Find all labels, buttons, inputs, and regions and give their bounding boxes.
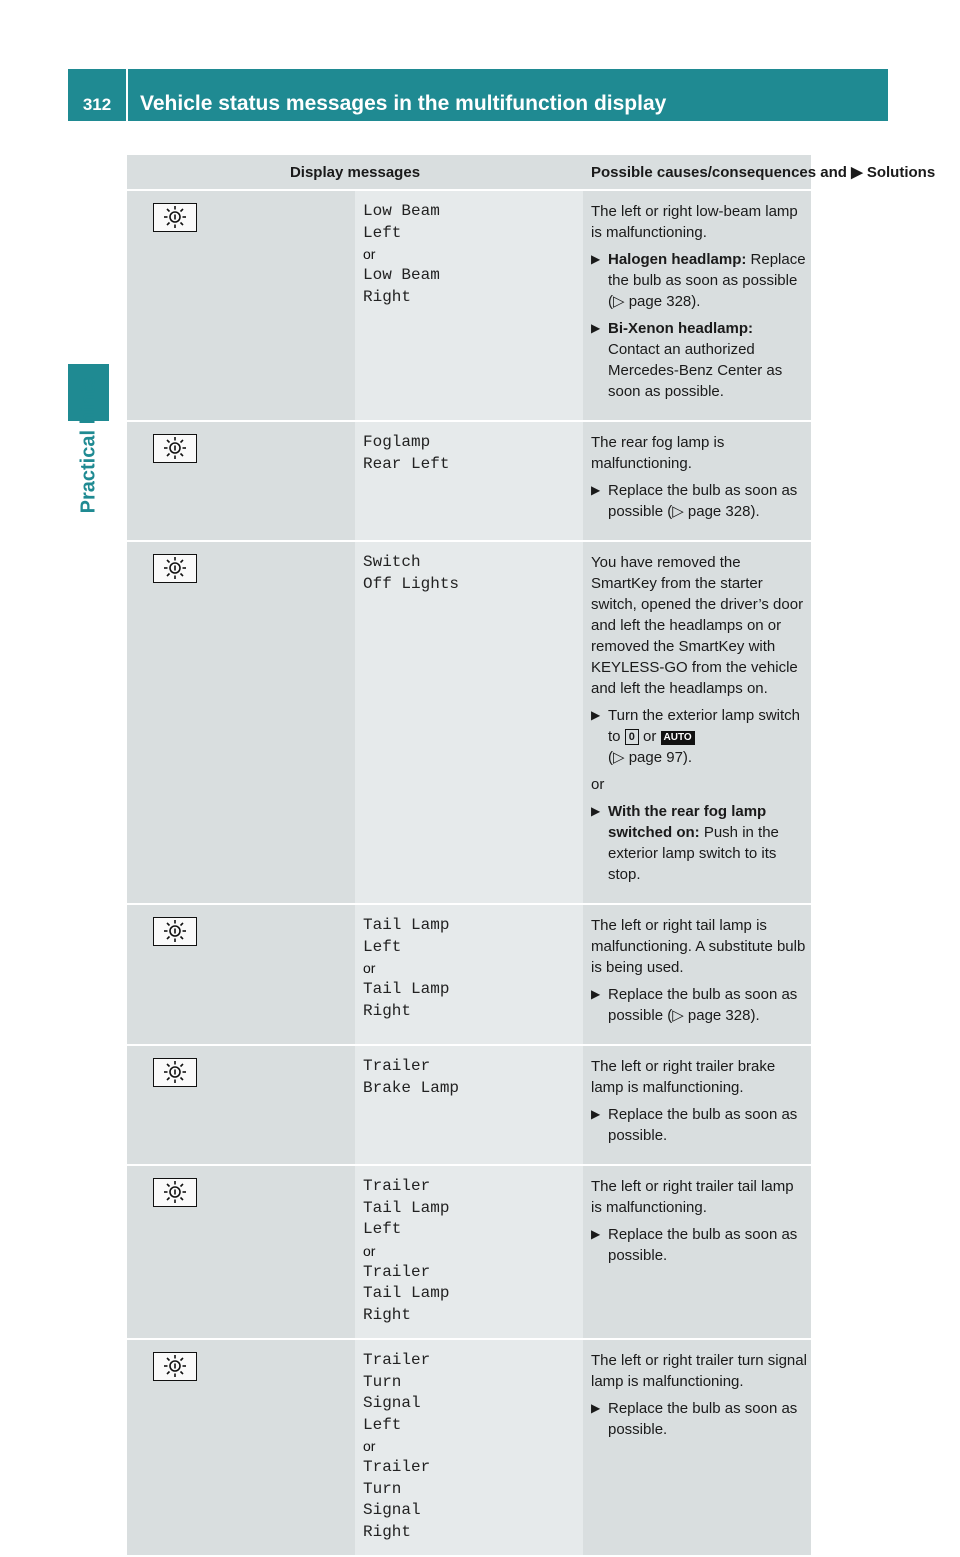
step-bold: With the rear fog lamp switched on: (608, 803, 767, 841)
table-row (127, 541, 811, 904)
solution-cell (583, 904, 811, 1045)
table-row (127, 190, 811, 421)
table-row (127, 421, 811, 541)
solution-step (591, 984, 807, 1026)
message-cell (355, 421, 583, 541)
solution-step (591, 1398, 807, 1440)
display-message: Switch Off Lights (363, 553, 460, 593)
message-cell (355, 1045, 583, 1165)
step-text: Replace the bulb as soon as possible. (608, 1400, 798, 1438)
lamp-fault-icon (153, 1178, 197, 1207)
step-text: Turn the exterior lamp switch to (608, 707, 801, 745)
step-text: Replace the bulb as soon as possible (▷ page 328). (608, 986, 798, 1024)
action-arrow-icon: ▶ (591, 987, 601, 1001)
step-text: Replace the bulb as soon as possible. (608, 1106, 798, 1144)
lamp-fault-icon (153, 1352, 197, 1381)
solution-cell (583, 1165, 811, 1339)
display-message: Tail Lamp Right (363, 980, 450, 1020)
solution-cell (583, 421, 811, 541)
table-row (127, 1165, 811, 1339)
header-divider (126, 69, 128, 121)
lamp-fault-icon (153, 554, 197, 583)
display-message: Low Beam Right (363, 266, 440, 306)
cause-text: The rear fog lamp is malfunctioning. (591, 434, 725, 472)
action-arrow-icon: ▶ (591, 252, 601, 266)
icon-cell (127, 1165, 355, 1339)
icon-cell (127, 190, 355, 421)
display-message: Tail Lamp Left (363, 916, 450, 956)
action-arrow-icon: ▶ (591, 1107, 601, 1121)
solution-step (591, 705, 807, 768)
step-text: or (638, 728, 661, 745)
action-arrow-icon: ▶ (591, 1227, 601, 1241)
step-bold: Halogen headlamp: (608, 251, 747, 268)
cause-text: The left or right tail lamp is malfunctioning. A substitute bulb is being used. (591, 917, 806, 976)
col-header-solutions (583, 155, 936, 190)
action-arrow-icon: ▶ (591, 483, 601, 497)
section-label (68, 300, 109, 590)
solution-step (591, 1224, 807, 1266)
step-text: Replace the bulb as soon as possible (▷ page 328). (608, 251, 806, 310)
display-message: Trailer Turn Signal Left (363, 1351, 431, 1434)
col-header-solutions-label: Solutions (866, 164, 936, 181)
table-row (127, 904, 811, 1045)
step-text: (▷ page 97). (608, 749, 693, 766)
table-header-row (127, 155, 811, 190)
display-message: Foglamp Rear Left (363, 433, 450, 473)
display-message: Trailer Turn Signal Right (363, 1458, 431, 1541)
play-arrow-icon: ▶ (851, 164, 863, 181)
lamp-fault-icon (153, 203, 197, 232)
message-cell (355, 1165, 583, 1339)
table-row (127, 1339, 811, 1556)
icon-cell (127, 421, 355, 541)
display-message: Trailer Brake Lamp (363, 1057, 460, 1097)
table-row (127, 1045, 811, 1165)
action-arrow-icon: ▶ (591, 804, 601, 818)
message-cell (355, 904, 583, 1045)
step-text: Contact an authorized Mercedes-Benz Center as soon as possible. (608, 341, 783, 400)
display-message: Trailer Tail Lamp Left (363, 1177, 450, 1238)
icon-cell (127, 904, 355, 1045)
cause-text: The left or right trailer tail lamp is malfunctioning. (591, 1178, 794, 1216)
or-label: or (363, 246, 376, 262)
solution-step (591, 801, 807, 885)
cause-text: The left or right low-beam lamp is malfunctioning. (591, 203, 798, 241)
or-label: or (363, 960, 376, 976)
page-title: Vehicle status messages in the multifunction display (140, 92, 667, 115)
solution-step (591, 1104, 807, 1146)
display-message: Trailer Tail Lamp Right (363, 1262, 450, 1324)
step-text: Replace the bulb as soon as possible. (608, 1226, 798, 1264)
action-arrow-icon: ▶ (591, 708, 601, 722)
section-label-text: Practical hints (77, 376, 99, 514)
or-label: or (591, 776, 605, 793)
step-bold: Bi-Xenon headlamp: (608, 320, 754, 337)
or-label: or (363, 1242, 376, 1259)
solution-cell (583, 190, 811, 421)
action-arrow-icon: ▶ (591, 321, 601, 335)
col-header-solutions-text: Possible causes/consequences and (591, 164, 847, 181)
or-label: or (363, 1438, 376, 1454)
message-cell (355, 1339, 583, 1556)
solution-step (591, 318, 807, 402)
lamp-fault-icon (153, 1058, 197, 1087)
lamp-fault-icon (153, 434, 197, 463)
step-text: Replace the bulb as soon as possible (▷ page 328). (608, 482, 798, 520)
cause-text: You have removed the SmartKey from the starter switch, opened the driver’s door and left the headlamps on or removed the SmartKey with KEYLESS-GO from the vehicle and left the headlamps on. (591, 554, 804, 697)
page-number: 312 (82, 95, 112, 114)
status-messages-table (127, 155, 936, 1557)
action-arrow-icon: ▶ (591, 1401, 601, 1415)
lamp-switch-off-key: 0 (625, 729, 639, 745)
solution-step (591, 480, 807, 522)
cause-text: The left or right trailer turn signal lamp is malfunctioning. (591, 1352, 807, 1390)
cause-text: The left or right trailer brake lamp is malfunctioning. (591, 1058, 776, 1096)
message-cell (355, 190, 583, 421)
solution-cell (583, 1339, 811, 1556)
solution-cell (583, 541, 811, 904)
lamp-switch-auto-key: AUTO (661, 731, 695, 745)
step-text: Push in the exterior lamp switch to its stop. (608, 824, 779, 883)
lamp-fault-icon (153, 917, 197, 946)
display-message: Low Beam Left (363, 202, 440, 242)
col-header-display-messages: Display messages (127, 155, 583, 190)
message-cell (355, 541, 583, 904)
icon-cell (127, 1339, 355, 1556)
solution-cell (583, 1045, 811, 1165)
solution-step (591, 249, 807, 312)
icon-cell (127, 541, 355, 904)
icon-cell (127, 1045, 355, 1165)
